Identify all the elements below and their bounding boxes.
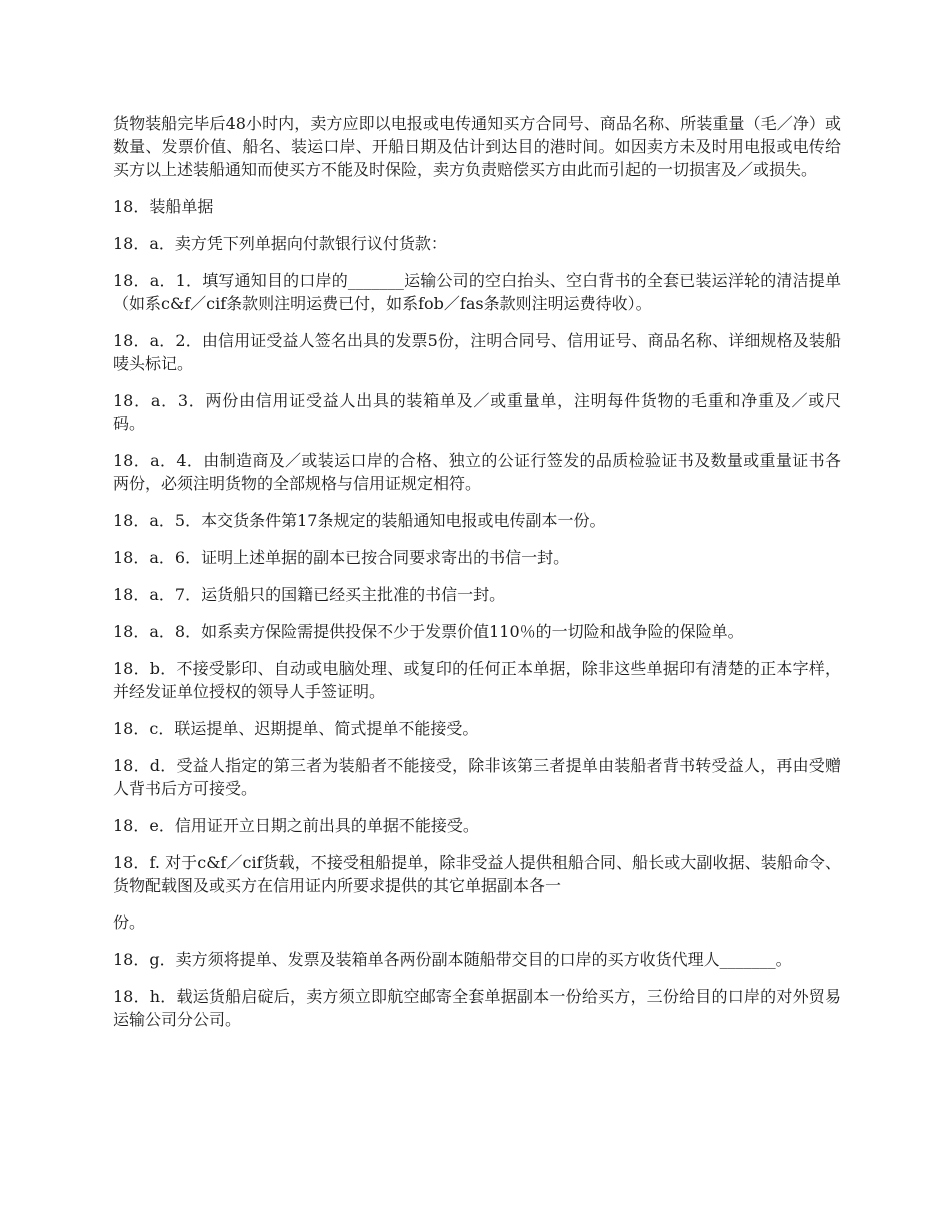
clause-18a5: 18．a．5．本交货条件第17条规定的装船通知电报或电传副本一份。 <box>113 511 606 530</box>
clause-18a6: 18．a．6．证明上述单据的副本已按合同要求寄出的书信一封。 <box>113 548 570 567</box>
clause-18a2: 18．a．2．由信用证受益人签名出具的发票5份，注明合同号、信用证号、商品名称、详细规格及装船唛头标记。 <box>113 331 841 373</box>
clause-18f: 18．f. 对于c&f／cif货载，不接受租船提单，除非受益人提供租船合同、船长或大副收据、装船命令、货物配载图及或买方在信用证内所要求提供的其它单据副本各一 <box>113 853 841 895</box>
document-page <box>113 112 841 1045</box>
clause-18a3: 18．a．3．两份由信用证受益人出具的装箱单及／或重量单，注明每件货物的毛重和净重及／或尺码。 <box>113 391 841 433</box>
clause-18d: 18．d．受益人指定的第三者为装船者不能接受，除非该第三者提单由装船者背书转受益人，再由受赠人背书后方可接受。 <box>113 756 841 798</box>
clause-18e: 18．e．信用证开立日期之前出具的单据不能接受。 <box>113 816 479 835</box>
section-18-heading: 18．装船单据 <box>113 197 214 216</box>
clause-18c: 18．c．联运提单、迟期提单、简式提单不能接受。 <box>113 719 479 738</box>
shipping-notice-paragraph: 货物装船完毕后48小时内，卖方应即以电报或电传通知买方合同号、商品名称、所装重量（毛／净）或数量、发票价值、船名、装运口岸、开船日期及估计到达目的港时间。如因卖方未及时用电报或电传给买方以上述装船通知而使买方不能及时保险，卖方负责赔偿买方由此而引起的一切损害及／或损失。 <box>113 114 841 179</box>
clause-18f-continuation: 份。 <box>113 913 146 932</box>
clause-18b: 18．b．不接受影印、自动或电脑处理、或复印的任何正本单据，除非这些单据印有清楚的正本字样，并经发证单位授权的领导人手签证明。 <box>113 659 841 701</box>
clause-18h: 18．h．载运货船启碇后，卖方须立即航空邮寄全套单据副本一份给买方，三份给目的口岸的对外贸易运输公司分公司。 <box>113 987 841 1029</box>
clause-18a7: 18．a．7．运货船只的国籍已经买主批准的书信一封。 <box>113 585 506 604</box>
clause-18a: 18．a．卖方凭下列单据向付款银行议付货款： <box>113 234 447 253</box>
clause-18a1: 18．a．1．填写通知目的口岸的_______运输公司的空白抬头、空白背书的全套已装运洋轮的清洁提单（如系c&f／cif条款则注明运费已付，如系fob／fas条款则注明运费待收）。 <box>113 271 841 313</box>
clause-18a8: 18．a．8．如系卖方保险需提供投保不少于发票价值110％的一切险和战争险的保险单。 <box>113 622 744 641</box>
clause-18g: 18．g．卖方须将提单、发票及装箱单各两份副本随船带交目的口岸的买方收货代理人_______。 <box>113 950 792 969</box>
clause-18a4: 18．a．4．由制造商及／或装运口岸的合格、独立的公证行签发的品质检验证书及数量或重量证书各两份，必须注明货物的全部规格与信用证规定相符。 <box>113 451 841 493</box>
